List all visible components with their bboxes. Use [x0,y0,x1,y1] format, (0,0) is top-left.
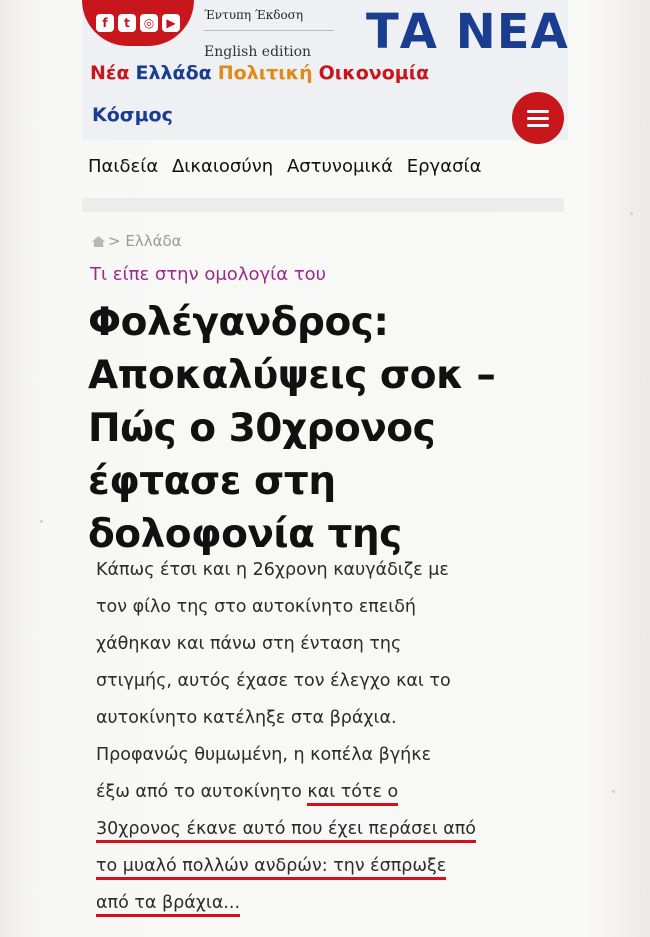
facebook-icon[interactable]: f [96,14,114,32]
speck [40,520,43,523]
breadcrumb-section[interactable]: Ελλάδα [125,232,182,250]
instagram-icon[interactable]: ◎ [140,14,158,32]
nav-item-oikonomia[interactable]: Οικονομία [318,62,430,84]
article-body [96,552,566,922]
headline-line: Πώς ο 30χρονος [88,406,436,451]
site-logo[interactable]: ΤΑ ΝΕΑ [366,4,569,60]
speck [612,790,615,793]
highlighted-text: το μυαλό πολλών ανδρών: την έσπρωξε [96,856,446,880]
english-edition-link[interactable]: English edition [204,44,312,60]
youtube-icon[interactable]: ▶ [162,14,180,32]
subnav-item-ergasia[interactable]: Εργασία [406,156,482,177]
article-headline [88,296,548,561]
body-line: τον φίλο της στο αυτοκίνητο επειδή [96,597,417,617]
headline-line: έφτασε στη [88,459,336,504]
nav-item-nea[interactable]: Νέα [90,62,130,84]
sub-nav [88,156,489,177]
body-line: στιγμής, αυτός έχασε τον έλεγχο και το [96,671,451,691]
twitter-icon[interactable]: t [118,14,136,32]
nav-item-politiki[interactable]: Πολιτική [217,62,313,84]
main-nav [90,62,435,84]
headline-line: Φολέγανδρος: [88,300,389,345]
headline-line: Αποκαλύψεις σοκ – [88,353,496,398]
print-edition-link[interactable]: Έντυπη Έκδοση [204,8,304,22]
breadcrumb [92,232,182,250]
body-line [96,774,566,811]
nav-item-kosmos[interactable]: Κόσμος [92,104,173,126]
body-line: αυτοκίνητο κατέληξε στα βράχια. [96,708,397,728]
speck [630,212,633,215]
highlighted-text: 30χρονος έκανε αυτό που έχει περάσει από [96,819,476,843]
body-line [96,885,566,922]
breadcrumb-separator: > [108,232,121,250]
body-line [96,811,566,848]
hamburger-menu-icon[interactable] [512,92,564,144]
header-bottom-bar [82,198,564,212]
body-line: Κάπως έτσι και η 26χρονη καυγάδιζε με [96,560,449,580]
nav-item-ellada[interactable]: Ελλάδα [135,62,212,84]
subnav-item-astynomika[interactable]: Αστυνομικά [286,156,394,177]
body-text-segment: έξω από το αυτοκίνητο [96,782,308,802]
headline-line: δολοφονία της [88,512,402,557]
body-line [96,848,566,885]
home-icon[interactable] [92,236,105,247]
body-line: χάθηκαν και πάνω στη ένταση της [96,634,402,654]
divider [204,30,334,31]
highlighted-text: από τα βράχια... [96,893,240,917]
body-line: Προφανώς θυμωμένη, η κοπέλα βγήκε [96,745,432,765]
article-kicker: Τι είπε στην ομολογία του [90,264,327,285]
highlighted-text: και τότε ο [307,782,398,806]
subnav-item-dikaiosyni[interactable]: Δικαιοσύνη [171,156,274,177]
subnav-item-paideia[interactable]: Παιδεία [88,156,159,177]
